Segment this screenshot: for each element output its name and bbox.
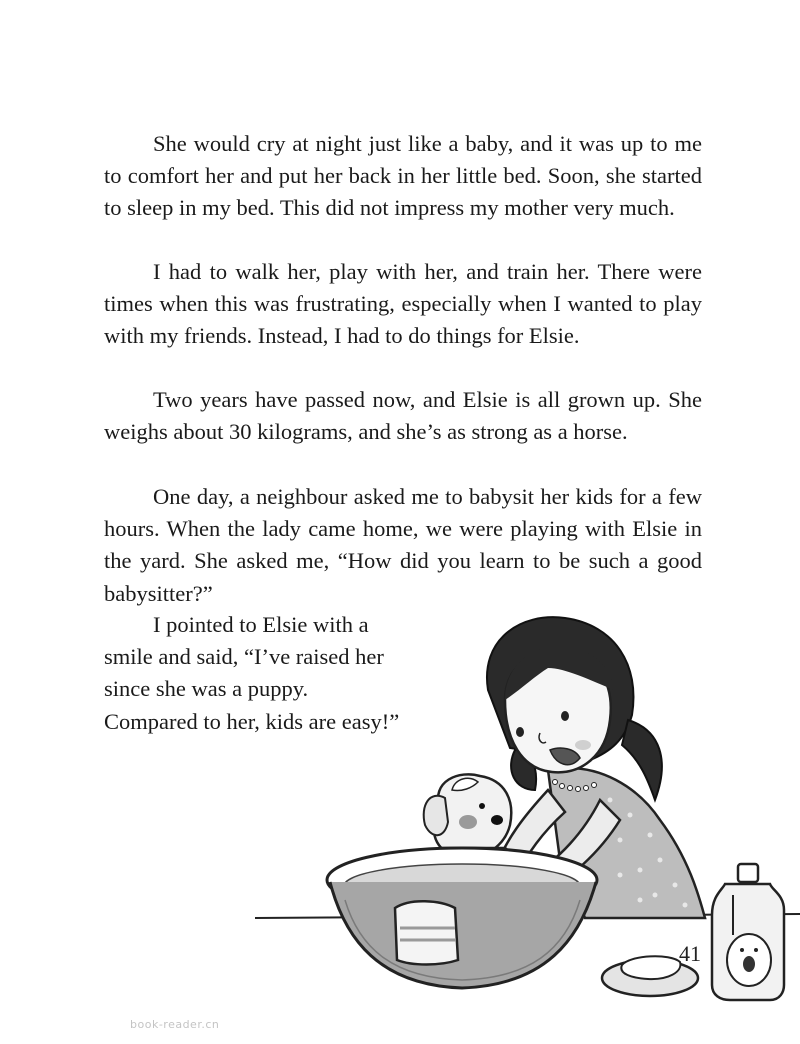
paragraph-3: Two years have passed now, and Elsie is all grown up. She weighs about 30 kilograms, and she’s as strong as a horse. (104, 387, 702, 445)
watermark: book-reader.cn (130, 1018, 220, 1031)
paragraph-1: She would cry at night just like a baby, and it was up to me to comfort her and put her back in her little bed. Soon, she started to sleep in my bed. This did not impress my mother very much. (104, 131, 702, 221)
paragraph-4: One day, a neighbour asked me to babysit her kids for a few hours. When the lady came home, we were playing with Elsie in the yard. She asked me, “How did you learn to be such a good babysitter?” (104, 484, 702, 606)
page-number: 41 (679, 941, 701, 966)
wash-tub-icon (327, 848, 597, 988)
paragraph-5: I pointed to Elsie with a smile and said, “I’ve raised her since she was a puppy. Compared to her, kids are easy!” (104, 612, 400, 734)
paragraph-2: I had to walk her, play with her, and train her. There were times when this was frustrating, especially when I wanted to play with my friends. Instead, I had to do things for Elsie. (104, 259, 702, 349)
towel-icon (395, 901, 458, 964)
shampoo-bottle-icon (712, 864, 784, 1000)
